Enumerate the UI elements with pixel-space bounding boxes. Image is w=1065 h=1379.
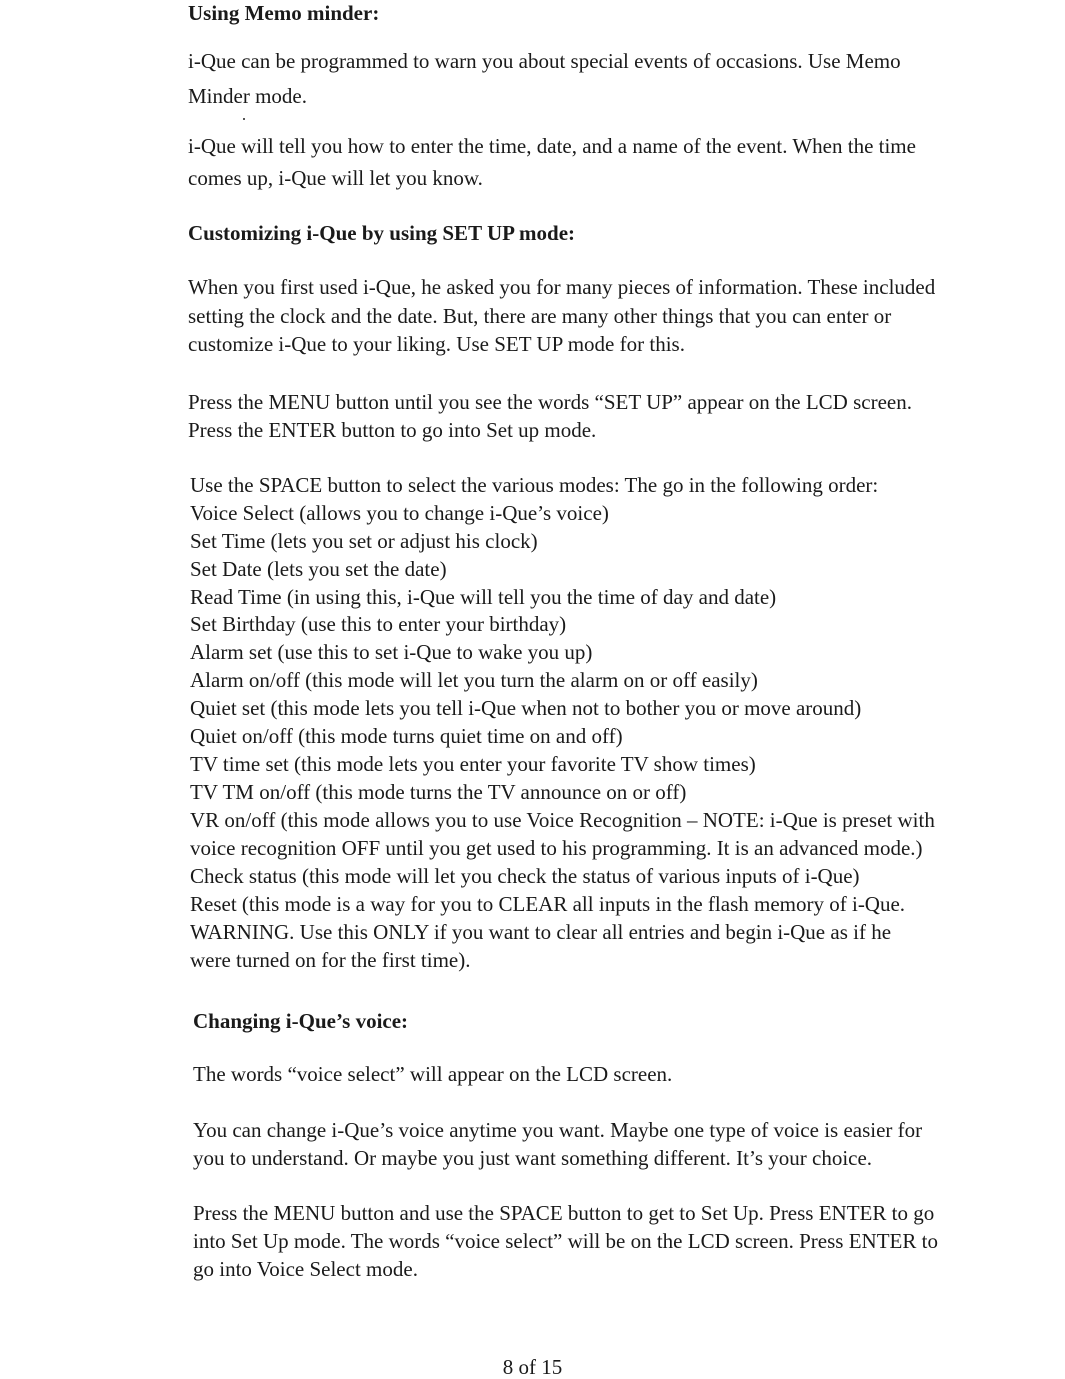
modes-intro: Use the SPACE button to select the various modes: The go in the following order:	[190, 473, 879, 497]
mode-list-item: Check status (this mode will let you check the status of various inputs of i-Que)	[190, 864, 860, 888]
mode-list-item: Voice Select (allows you to change i-Que’s voice)	[190, 501, 609, 525]
paragraph-line: i-Que will tell you how to enter the time, date, and a name of the event. When the time	[188, 134, 916, 158]
mode-list-item: Quiet on/off (this mode turns quiet time on and off)	[190, 724, 623, 748]
paragraph-line: Press the ENTER button to go into Set up mode.	[188, 418, 597, 442]
paragraph-line: comes up, i-Que will let you know.	[188, 166, 483, 190]
paragraph-line: Minder mode.	[188, 84, 307, 108]
paragraph-line: go into Voice Select mode.	[193, 1257, 418, 1281]
mode-list-item: Set Date (lets you set the date)	[190, 557, 447, 581]
paragraph-line: When you first used i-Que, he asked you for many pieces of information. These included	[188, 275, 936, 299]
page-number: 8 of 15	[502, 1355, 563, 1379]
mode-list-item: Read Time (in using this, i-Que will tell you the time of day and date)	[190, 585, 777, 609]
paragraph-line: i-Que can be programmed to warn you about special events of occasions. Use Memo	[188, 49, 901, 73]
paragraph-line: setting the clock and the date. But, there are many other things that you can enter or	[188, 304, 892, 328]
heading-memo-minder: Using Memo minder:	[188, 1, 380, 25]
paragraph-line: The words “voice select” will appear on the LCD screen.	[193, 1062, 673, 1086]
scan-speck	[243, 118, 245, 120]
paragraph-line: customize i-Que to your liking. Use SET UP mode for this.	[188, 332, 685, 356]
mode-list-item: voice recognition OFF until you get used to his programming. It is an advanced mode.)	[190, 836, 923, 860]
mode-list-item: WARNING. Use this ONLY if you want to clear all entries and begin i-Que as if he	[190, 920, 892, 944]
mode-list-item: Set Birthday (use this to enter your birthday)	[190, 612, 567, 636]
mode-list-item: VR on/off (this mode allows you to use Voice Recognition – NOTE: i-Que is preset with	[190, 808, 935, 832]
heading-setup-mode: Customizing i-Que by using SET UP mode:	[188, 221, 576, 245]
paragraph-line: into Set Up mode. The words “voice select” will be on the LCD screen. Press ENTER to	[193, 1229, 938, 1253]
mode-list-item: Set Time (lets you set or adjust his clock)	[190, 529, 538, 553]
paragraph-line: you to understand. Or maybe you just want something different. It’s your choice.	[193, 1146, 873, 1170]
mode-list-item: Alarm on/off (this mode will let you turn the alarm on or off easily)	[190, 668, 758, 692]
mode-list-item: TV time set (this mode lets you enter your favorite TV show times)	[190, 752, 756, 776]
mode-list-item: Alarm set (use this to set i-Que to wake you up)	[190, 640, 593, 664]
heading-changing-voice: Changing i-Que’s voice:	[193, 1009, 409, 1033]
paragraph-line: You can change i-Que’s voice anytime you want. Maybe one type of voice is easier for	[193, 1118, 923, 1142]
paragraph-line: Press the MENU button and use the SPACE button to get to Set Up. Press ENTER to go	[193, 1201, 935, 1225]
mode-list-item: were turned on for the first time).	[190, 948, 471, 972]
mode-list-item: Reset (this mode is a way for you to CLEAR all inputs in the flash memory of i-Que.	[190, 892, 906, 916]
mode-list-item: TV TM on/off (this mode turns the TV announce on or off)	[190, 780, 687, 804]
paragraph-line: Press the MENU button until you see the words “SET UP” appear on the LCD screen.	[188, 390, 912, 414]
mode-list-item: Quiet set (this mode lets you tell i-Que when not to bother you or move around)	[190, 696, 862, 720]
